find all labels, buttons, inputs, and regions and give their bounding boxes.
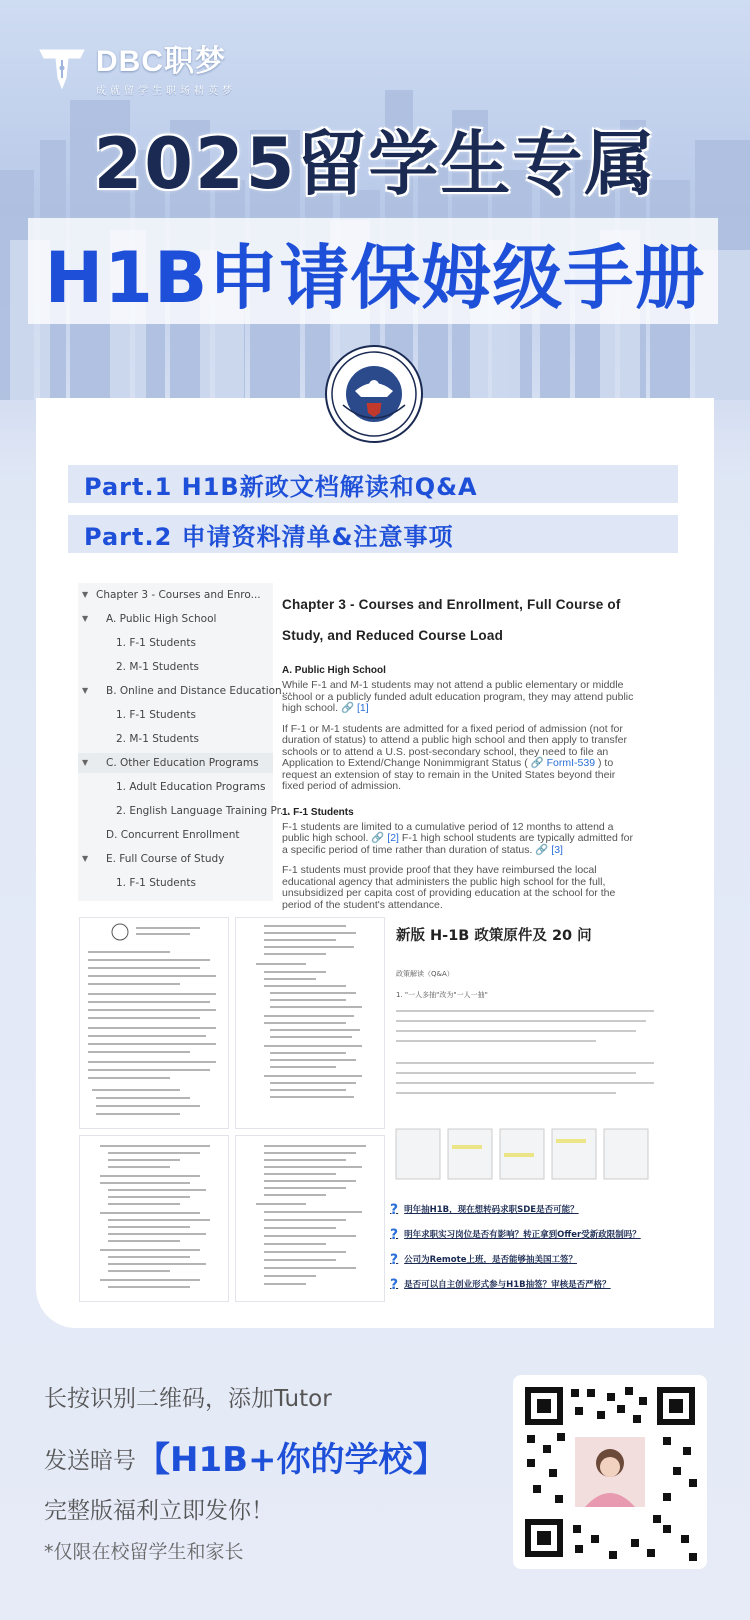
cta-eligibility-note: *仅限在校留学生和家长 bbox=[44, 1541, 244, 1563]
toc-item-label: E. Full Course of Study bbox=[106, 853, 225, 865]
qa-item[interactable] bbox=[390, 1277, 680, 1293]
toc-item-label: 1. F-1 Students bbox=[116, 709, 197, 721]
toc-sidebar bbox=[78, 583, 292, 901]
cta-scan-qr: 长按识别二维码，添加Tutor bbox=[44, 1386, 332, 1412]
document-title: Chapter 3 - Courses and Enrollment, Full Course of Study, and Reduced Course Load bbox=[282, 597, 621, 643]
qa-item-label: 公司为Remote上班，是否能够抽美国工签？ bbox=[404, 1255, 577, 1265]
chevron-down-icon: ▼ bbox=[82, 758, 89, 767]
toc-item-label: C. Other Education Programs bbox=[106, 757, 259, 769]
cta-send-code-prefix: 发送暗号 bbox=[44, 1448, 136, 1474]
question-mark-icon: ? bbox=[390, 1277, 399, 1293]
toc-item-label: D. Concurrent Enrollment bbox=[106, 829, 240, 841]
policy-summary-panel bbox=[390, 916, 660, 1301]
chevron-down-icon: ▼ bbox=[82, 614, 89, 623]
toc-item[interactable] bbox=[78, 825, 273, 845]
brand-name: DBC职梦 bbox=[96, 45, 226, 78]
question-mark-icon: ? bbox=[390, 1227, 399, 1243]
summary-title: 新版 H-1B 政策原件及 20 问 bbox=[396, 928, 592, 944]
toc-item[interactable] bbox=[78, 681, 292, 701]
pen-nib-logo-icon bbox=[36, 44, 88, 90]
footnote-link[interactable]: 🔗 [3] bbox=[535, 843, 563, 856]
form-i539-link[interactable]: 🔗 FormI-539 bbox=[530, 757, 596, 769]
chevron-down-icon: ▼ bbox=[82, 854, 89, 863]
paragraph-text: If F-1 or M-1 students are admitted for a fixed period of admission (not for duration of status) to attend a public high school and then apply to transfer schools or to attend a U.S. post-secondary school, they need to file an Application to Extend/Change Nonimmigrant Status ( bbox=[282, 722, 627, 769]
paragraph bbox=[282, 680, 640, 715]
paragraph-text: F-1 students must provide proof that they have reimbursed the local educational agency that administers the public high school for the full, unsubsidized per capita cost of providing education at the school for the period of the student's attendance. bbox=[282, 864, 616, 911]
toc-item[interactable] bbox=[78, 729, 273, 749]
scanned-page-3 bbox=[80, 1136, 228, 1301]
section-heading: 1. F-1 Students bbox=[282, 806, 354, 818]
paragraph bbox=[282, 724, 640, 793]
toc-item[interactable] bbox=[78, 801, 291, 821]
scanned-page-4 bbox=[236, 1136, 384, 1301]
document-pane bbox=[282, 583, 640, 911]
paragraph bbox=[282, 865, 640, 911]
paragraph-text: F-1 students are limited to a cumulative period of 12 months to attend a public high school. bbox=[282, 820, 614, 844]
brand-logo bbox=[36, 36, 236, 97]
paragraph bbox=[282, 822, 640, 857]
qr-code-icon bbox=[513, 1375, 707, 1569]
toc-item[interactable] bbox=[78, 657, 273, 677]
toc-item-label: 2. M-1 Students bbox=[116, 661, 200, 673]
toc-item[interactable] bbox=[78, 705, 273, 725]
brand-slogan: 成就留学生职场精英梦 bbox=[96, 86, 236, 97]
part-2-banner: Part.2 申请资料清单&注意事项 bbox=[68, 515, 678, 553]
summary-tag: 政策解读（Q&A） bbox=[396, 970, 454, 978]
qa-item-label: 明年抽H1B，现在想转码求职SDE是否可能？ bbox=[404, 1205, 579, 1215]
cta-send-code bbox=[44, 1432, 447, 1481]
toc-item-label: 1. Adult Education Programs bbox=[116, 781, 266, 793]
paragraph-text: ) to request an extension of stay to remain in the United States beyond their fixed period of admission. bbox=[282, 757, 616, 792]
section-heading: A. Public High School bbox=[282, 665, 386, 676]
question-mark-icon: ? bbox=[390, 1252, 399, 1268]
headline-line-2: H1B申请保姆级手册 bbox=[44, 237, 706, 319]
question-mark-icon: ? bbox=[390, 1202, 399, 1218]
qa-item[interactable] bbox=[390, 1227, 680, 1243]
toc-item[interactable] bbox=[78, 873, 273, 893]
dhs-seal-icon bbox=[325, 345, 423, 443]
qa-item[interactable] bbox=[390, 1202, 680, 1218]
scanned-text-image bbox=[80, 918, 228, 1128]
scanned-text-image bbox=[236, 1136, 384, 1301]
headline-line-1: 2025留学生专属 bbox=[93, 123, 657, 205]
toc-item[interactable] bbox=[78, 849, 273, 869]
toc-item[interactable] bbox=[78, 609, 273, 629]
chevron-down-icon: ▼ bbox=[82, 590, 89, 599]
scanned-text-image bbox=[236, 918, 384, 1128]
qa-item-label: 是否可以自主创业形式参与H1B抽签？审核是否严格？ bbox=[404, 1280, 611, 1290]
document-thumbnails-image bbox=[394, 1125, 654, 1183]
part-1-banner: Part.1 H1B新政文档解读和Q&A bbox=[68, 465, 678, 503]
summary-body-text-image bbox=[396, 1005, 656, 1125]
toc-item-label: 1. F-1 Students bbox=[116, 637, 197, 649]
qr-code-card[interactable] bbox=[513, 1375, 707, 1569]
summary-item: 1. "一人多抽"改为"一人一抽" bbox=[396, 991, 488, 999]
scanned-text-image bbox=[80, 1136, 228, 1301]
qa-item[interactable] bbox=[390, 1252, 680, 1268]
qa-item-label: 明年求职实习岗位是否有影响？转正拿到Offer受新政限制吗？ bbox=[404, 1230, 641, 1240]
toc-item[interactable] bbox=[78, 777, 273, 797]
toc-item-label: B. Online and Distance Education... bbox=[106, 685, 292, 697]
toc-item-label: 2. English Language Training Pr... bbox=[116, 805, 291, 817]
toc-item[interactable] bbox=[78, 633, 273, 653]
cta-code: 【H1B+你的学校】 bbox=[136, 1440, 447, 1480]
cta-reward: 完整版福利立即发你！ bbox=[44, 1498, 274, 1524]
toc-item-selected[interactable] bbox=[78, 753, 273, 773]
paragraph-text: F-1 high school students are typically admitted for a specific period of time rather than duration of status. bbox=[282, 832, 634, 856]
toc-item-label: 2. M-1 Students bbox=[116, 733, 200, 745]
scanned-page-1 bbox=[80, 918, 228, 1128]
scanned-page-2 bbox=[236, 918, 384, 1128]
toc-item-label: A. Public High School bbox=[106, 613, 217, 625]
paragraph-text: While F-1 and M-1 students may not attend a public elementary or middle school or a publicly funded adult education program, they may attend public high school. bbox=[282, 679, 634, 714]
toc-item[interactable] bbox=[78, 585, 273, 605]
chevron-down-icon: ▼ bbox=[82, 686, 89, 695]
footnote-link[interactable]: 🔗 [1] bbox=[340, 702, 369, 714]
toc-item-label: Chapter 3 - Courses and Enro... bbox=[96, 589, 261, 601]
toc-item-label: 1. F-1 Students bbox=[116, 877, 197, 889]
footnote-link[interactable]: 🔗 [2] bbox=[371, 832, 399, 844]
